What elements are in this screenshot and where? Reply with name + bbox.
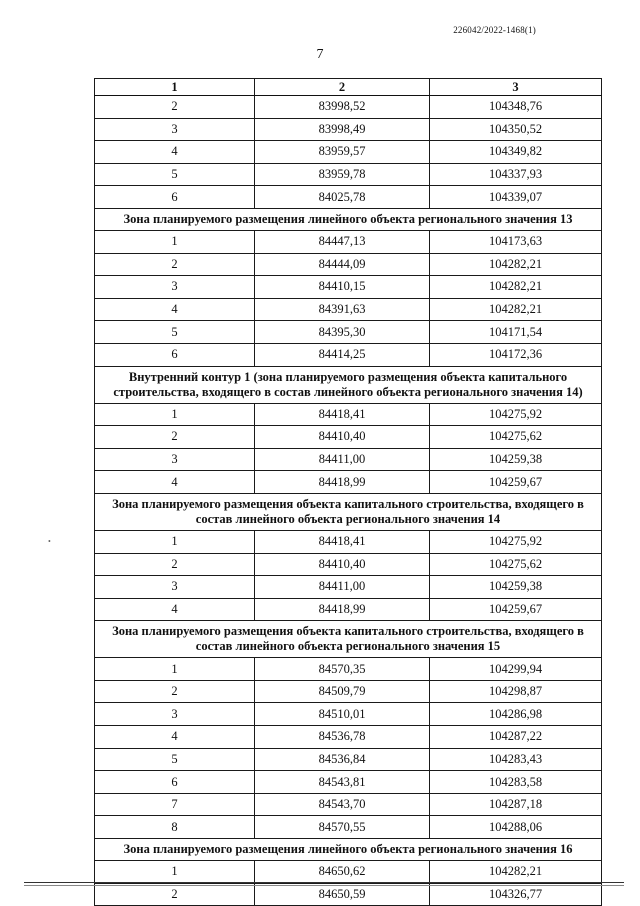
section-title: Зона планируемого размещения объекта капитального строительства, входящего в состав линейного объекта регионального значения 15 (95, 621, 602, 658)
point-number: 5 (95, 748, 255, 771)
point-number: 5 (95, 163, 255, 186)
section-title: Внутренний контур 1 (зона планируемого размещения объекта капитального строительства, входящего в состав линейного объекта регионального значения 14) (95, 366, 602, 403)
coordinate-y: 104348,76 (430, 96, 602, 119)
coordinate-y: 104283,43 (430, 748, 602, 771)
coordinate-x: 84570,35 (255, 658, 430, 681)
coordinate-y: 104283,58 (430, 771, 602, 794)
point-number: 3 (95, 448, 255, 471)
point-number: 3 (95, 703, 255, 726)
point-number: 7 (95, 793, 255, 816)
point-number: 1 (95, 230, 255, 253)
point-number: 2 (95, 253, 255, 276)
section-header-row (95, 621, 602, 658)
column-header-2: 2 (255, 79, 430, 96)
column-header-3: 3 (430, 79, 602, 96)
coordinate-x: 84536,78 (255, 726, 430, 749)
table-body (95, 96, 602, 906)
point-number: 1 (95, 403, 255, 426)
point-number: 1 (95, 658, 255, 681)
section-header-row (95, 839, 602, 861)
table-row (95, 726, 602, 749)
table-row (95, 96, 602, 119)
section-title: Зона планируемого размещения объекта капитального строительства, входящего в состав линейного объекта регионального значения 14 (95, 493, 602, 530)
coordinate-y: 104259,38 (430, 576, 602, 599)
coordinate-x: 84418,41 (255, 530, 430, 553)
point-number: 5 (95, 321, 255, 344)
coordinate-x: 84418,99 (255, 598, 430, 621)
coordinate-x: 84025,78 (255, 186, 430, 209)
coordinate-x: 84418,99 (255, 471, 430, 494)
coordinate-y: 104339,07 (430, 186, 602, 209)
coordinate-y: 104349,82 (430, 141, 602, 164)
section-header-row (95, 208, 602, 230)
coordinate-y: 104299,94 (430, 658, 602, 681)
page-bottom-rule (24, 882, 624, 883)
coordinate-y: 104259,67 (430, 471, 602, 494)
point-number: 4 (95, 471, 255, 494)
scan-mark: • (48, 537, 51, 546)
table-row (95, 861, 602, 884)
coordinate-y: 104172,36 (430, 343, 602, 366)
table-row (95, 703, 602, 726)
table-row (95, 141, 602, 164)
point-number: 6 (95, 343, 255, 366)
coordinate-y: 104259,38 (430, 448, 602, 471)
coordinate-y: 104350,52 (430, 118, 602, 141)
page-number: 7 (316, 47, 324, 62)
table-row (95, 658, 602, 681)
point-number: 8 (95, 816, 255, 839)
coordinate-x: 84410,40 (255, 553, 430, 576)
point-number: 6 (95, 186, 255, 209)
table-row (95, 276, 602, 299)
table-row (95, 530, 602, 553)
table-row (95, 253, 602, 276)
coordinate-y: 104326,77 (430, 883, 602, 906)
point-number: 3 (95, 276, 255, 299)
coordinate-x: 84391,63 (255, 298, 430, 321)
table-row (95, 471, 602, 494)
coordinate-y: 104286,98 (430, 703, 602, 726)
table-row (95, 680, 602, 703)
table-row (95, 793, 602, 816)
coordinate-y: 104171,54 (430, 321, 602, 344)
coordinate-y: 104287,18 (430, 793, 602, 816)
coordinate-y: 104275,62 (430, 426, 602, 449)
page-bottom-rule-secondary (24, 885, 624, 886)
coordinate-y: 104275,92 (430, 403, 602, 426)
table-row (95, 448, 602, 471)
coordinate-x: 84543,81 (255, 771, 430, 794)
table-row (95, 163, 602, 186)
coordinate-x: 84510,01 (255, 703, 430, 726)
table-row (95, 771, 602, 794)
point-number: 3 (95, 118, 255, 141)
coordinate-x: 84509,79 (255, 680, 430, 703)
coordinate-y: 104259,67 (430, 598, 602, 621)
point-number: 1 (95, 861, 255, 884)
table-row (95, 598, 602, 621)
coordinate-y: 104288,06 (430, 816, 602, 839)
point-number: 2 (95, 553, 255, 576)
coordinate-x: 84395,30 (255, 321, 430, 344)
coordinate-x: 84650,62 (255, 861, 430, 884)
section-header-row (95, 493, 602, 530)
document-id: 226042/2022-1468(1) (453, 25, 536, 35)
table-row (95, 426, 602, 449)
section-header-row (95, 366, 602, 403)
coordinate-x: 84418,41 (255, 403, 430, 426)
coordinate-x: 83998,49 (255, 118, 430, 141)
coordinate-y: 104282,21 (430, 298, 602, 321)
coordinate-y: 104282,21 (430, 861, 602, 884)
coordinate-x: 84570,55 (255, 816, 430, 839)
coordinate-x: 84444,09 (255, 253, 430, 276)
coordinate-y: 104282,21 (430, 276, 602, 299)
coordinate-x: 84447,13 (255, 230, 430, 253)
coordinate-y: 104275,62 (430, 553, 602, 576)
point-number: 2 (95, 426, 255, 449)
point-number: 4 (95, 726, 255, 749)
table-row (95, 118, 602, 141)
coordinate-x: 84410,40 (255, 426, 430, 449)
coordinate-y: 104173,63 (430, 230, 602, 253)
coordinate-x: 83998,52 (255, 96, 430, 119)
table-row (95, 576, 602, 599)
coordinate-x: 84536,84 (255, 748, 430, 771)
table-row (95, 343, 602, 366)
coordinate-x: 84411,00 (255, 448, 430, 471)
table-row (95, 816, 602, 839)
table-row (95, 186, 602, 209)
point-number: 3 (95, 576, 255, 599)
point-number: 6 (95, 771, 255, 794)
point-number: 2 (95, 96, 255, 119)
section-title: Зона планируемого размещения линейного объекта регионального значения 13 (95, 208, 602, 230)
table-row (95, 403, 602, 426)
table-row (95, 298, 602, 321)
column-header-1: 1 (95, 79, 255, 96)
section-title: Зона планируемого размещения линейного объекта регионального значения 16 (95, 839, 602, 861)
point-number: 4 (95, 598, 255, 621)
coordinate-x: 84411,00 (255, 576, 430, 599)
coordinate-y: 104275,92 (430, 530, 602, 553)
coordinate-x: 84414,25 (255, 343, 430, 366)
point-number: 4 (95, 298, 255, 321)
coordinate-x: 83959,78 (255, 163, 430, 186)
table-row (95, 321, 602, 344)
coordinate-y: 104298,87 (430, 680, 602, 703)
table-row (95, 553, 602, 576)
coordinate-x: 84650,59 (255, 883, 430, 906)
coordinates-table (94, 78, 602, 906)
point-number: 4 (95, 141, 255, 164)
coordinate-x: 83959,57 (255, 141, 430, 164)
point-number: 1 (95, 530, 255, 553)
table-header-row (95, 79, 602, 96)
coordinate-y: 104282,21 (430, 253, 602, 276)
table-row (95, 748, 602, 771)
coordinate-x: 84543,70 (255, 793, 430, 816)
table-row (95, 230, 602, 253)
coordinate-x: 84410,15 (255, 276, 430, 299)
point-number: 2 (95, 883, 255, 906)
table-row (95, 883, 602, 906)
coordinate-y: 104287,22 (430, 726, 602, 749)
coordinate-y: 104337,93 (430, 163, 602, 186)
point-number: 2 (95, 680, 255, 703)
